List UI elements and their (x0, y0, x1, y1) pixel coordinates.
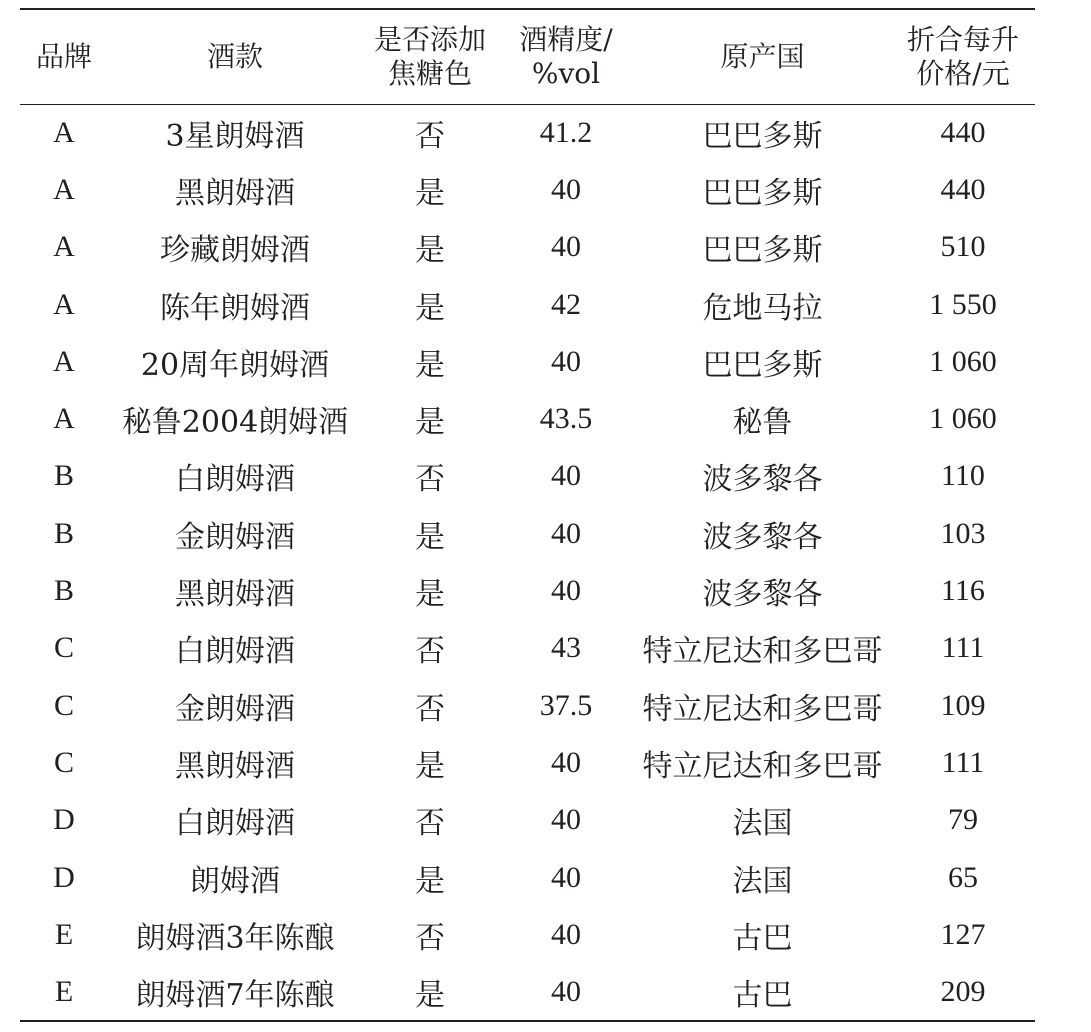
cell-price: 103 (940, 516, 986, 550)
cell-name: 黑朗姆酒 (175, 175, 295, 211)
cell-name: 黑朗姆酒 (175, 748, 295, 784)
table-row (20, 219, 1035, 276)
header-abv-line: %vol (531, 56, 601, 90)
cell-caramel: 否 (415, 462, 445, 498)
cell-origin: 古巴 (732, 977, 793, 1013)
cell-caramel: 是 (415, 519, 445, 555)
table-row (20, 505, 1035, 562)
cell-brand: B (53, 516, 74, 550)
cell-name: 朗姆酒3年陈酿 (135, 920, 335, 956)
header-price-line: 折合每升 (906, 22, 1019, 56)
cell-abv: 40 (551, 172, 581, 206)
cell-abv: 43 (551, 631, 581, 665)
cell-brand: C (53, 631, 74, 665)
cell-origin: 秘鲁 (732, 405, 793, 441)
table-row (20, 792, 1035, 849)
cell-name: 珍藏朗姆酒 (160, 233, 310, 269)
cell-brand: A (53, 402, 75, 436)
table-header (20, 9, 1035, 104)
cell-price: 111 (941, 631, 985, 665)
cell-abv: 40 (551, 516, 581, 550)
cell-brand: A (53, 287, 75, 321)
cell-origin: 波多黎各 (702, 577, 823, 613)
cell-abv: 40 (551, 574, 581, 608)
cell-price: 440 (940, 115, 986, 149)
cell-price: 65 (948, 860, 978, 894)
table-row (20, 677, 1035, 734)
cell-price: 127 (940, 917, 986, 951)
cell-origin: 古巴 (732, 920, 793, 956)
cell-price: 111 (941, 745, 985, 779)
cell-abv: 40 (551, 974, 581, 1008)
header-price (891, 9, 1035, 104)
header-row (20, 9, 1035, 104)
cell-abv: 40 (551, 745, 581, 779)
cell-price: 1 550 (929, 287, 997, 321)
cell-abv: 40 (551, 860, 581, 894)
cell-abv: 41.2 (539, 115, 593, 149)
cell-origin: 波多黎各 (702, 462, 823, 498)
cell-price: 79 (948, 803, 978, 837)
header-abv (498, 9, 634, 104)
cell-brand: B (53, 459, 74, 493)
cell-price: 1 060 (929, 344, 997, 378)
cell-price: 1 060 (929, 402, 997, 436)
cell-price: 109 (940, 688, 986, 722)
cell-caramel: 否 (415, 691, 445, 727)
table-row (20, 562, 1035, 619)
header-caramel-line: 是否添加 (373, 22, 486, 56)
table-body (20, 104, 1035, 1021)
cell-name: 金朗姆酒 (175, 691, 295, 727)
cell-name: 陈年朗姆酒 (160, 290, 310, 326)
cell-origin: 巴巴多斯 (702, 175, 823, 211)
cell-caramel: 是 (415, 405, 445, 441)
header-price-line: 价格/元 (916, 56, 1010, 90)
cell-abv: 40 (551, 803, 581, 837)
cell-price: 209 (940, 974, 986, 1008)
cell-origin: 巴巴多斯 (702, 118, 823, 154)
cell-brand: C (53, 745, 74, 779)
cell-caramel: 否 (415, 118, 445, 154)
cell-name: 3星朗姆酒 (165, 118, 305, 154)
cell-brand: E (54, 974, 74, 1008)
cell-brand: D (53, 860, 75, 894)
cell-abv: 42 (551, 287, 581, 321)
table-row (20, 620, 1035, 677)
header-caramel-line: 焦糖色 (387, 56, 472, 90)
cell-caramel: 否 (415, 634, 445, 670)
table-row (20, 963, 1035, 1020)
header-name-line: 酒款 (206, 39, 263, 73)
cell-abv: 40 (551, 917, 581, 951)
cell-origin: 法国 (732, 806, 793, 842)
cell-caramel: 是 (415, 977, 445, 1013)
header-origin (634, 9, 891, 104)
cell-brand: A (53, 344, 75, 378)
header-brand-line: 品牌 (35, 39, 92, 73)
cell-caramel: 否 (415, 920, 445, 956)
cell-brand: A (53, 115, 75, 149)
table-row (20, 276, 1035, 333)
cell-abv: 43.5 (539, 402, 593, 436)
header-caramel (362, 9, 498, 104)
table-row (20, 333, 1035, 390)
table-row (20, 161, 1035, 218)
cell-origin: 特立尼达和多巴哥 (642, 691, 883, 727)
cell-name: 朗姆酒 (190, 863, 280, 899)
cell-abv: 40 (551, 230, 581, 264)
cell-price: 510 (940, 230, 986, 264)
cell-caramel: 是 (415, 290, 445, 326)
cell-origin: 法国 (732, 863, 793, 899)
cell-price: 440 (940, 172, 986, 206)
cell-name: 秘鲁2004朗姆酒 (121, 405, 349, 441)
table-row (20, 906, 1035, 963)
rum-table-container (20, 8, 1035, 1022)
table-row (20, 849, 1035, 906)
table-row (20, 390, 1035, 447)
header-abv-line: 酒精度/ (519, 22, 613, 56)
cell-name: 朗姆酒7年陈酿 (135, 977, 335, 1013)
cell-caramel: 否 (415, 806, 445, 842)
cell-name: 20周年朗姆酒 (140, 347, 330, 383)
table-row (20, 448, 1035, 505)
rum-table (20, 8, 1035, 1022)
cell-abv: 40 (551, 344, 581, 378)
cell-brand: B (53, 574, 74, 608)
cell-origin: 巴巴多斯 (702, 347, 823, 383)
cell-origin: 巴巴多斯 (702, 233, 823, 269)
cell-name: 白朗姆酒 (175, 806, 295, 842)
cell-origin: 特立尼达和多巴哥 (642, 748, 883, 784)
cell-origin: 危地马拉 (702, 290, 823, 326)
cell-brand: C (53, 688, 74, 722)
cell-name: 黑朗姆酒 (175, 577, 295, 613)
cell-caramel: 是 (415, 347, 445, 383)
table-row (20, 104, 1035, 161)
cell-brand: E (54, 917, 74, 951)
cell-caramel: 是 (415, 175, 445, 211)
cell-caramel: 是 (415, 233, 445, 269)
cell-name: 金朗姆酒 (175, 519, 295, 555)
cell-brand: D (53, 803, 75, 837)
cell-price: 110 (941, 459, 985, 493)
cell-price: 116 (941, 574, 985, 608)
header-name (108, 9, 362, 104)
header-origin-line: 原产国 (720, 39, 805, 73)
cell-brand: A (53, 172, 75, 206)
cell-caramel: 是 (415, 748, 445, 784)
cell-brand: A (53, 230, 75, 264)
table-row (20, 734, 1035, 791)
cell-origin: 特立尼达和多巴哥 (642, 634, 883, 670)
cell-name: 白朗姆酒 (175, 462, 295, 498)
cell-caramel: 是 (415, 863, 445, 899)
cell-abv: 37.5 (539, 688, 593, 722)
header-brand (20, 9, 108, 104)
cell-caramel: 是 (415, 577, 445, 613)
cell-origin: 波多黎各 (702, 519, 823, 555)
cell-abv: 40 (551, 459, 581, 493)
cell-name: 白朗姆酒 (175, 634, 295, 670)
